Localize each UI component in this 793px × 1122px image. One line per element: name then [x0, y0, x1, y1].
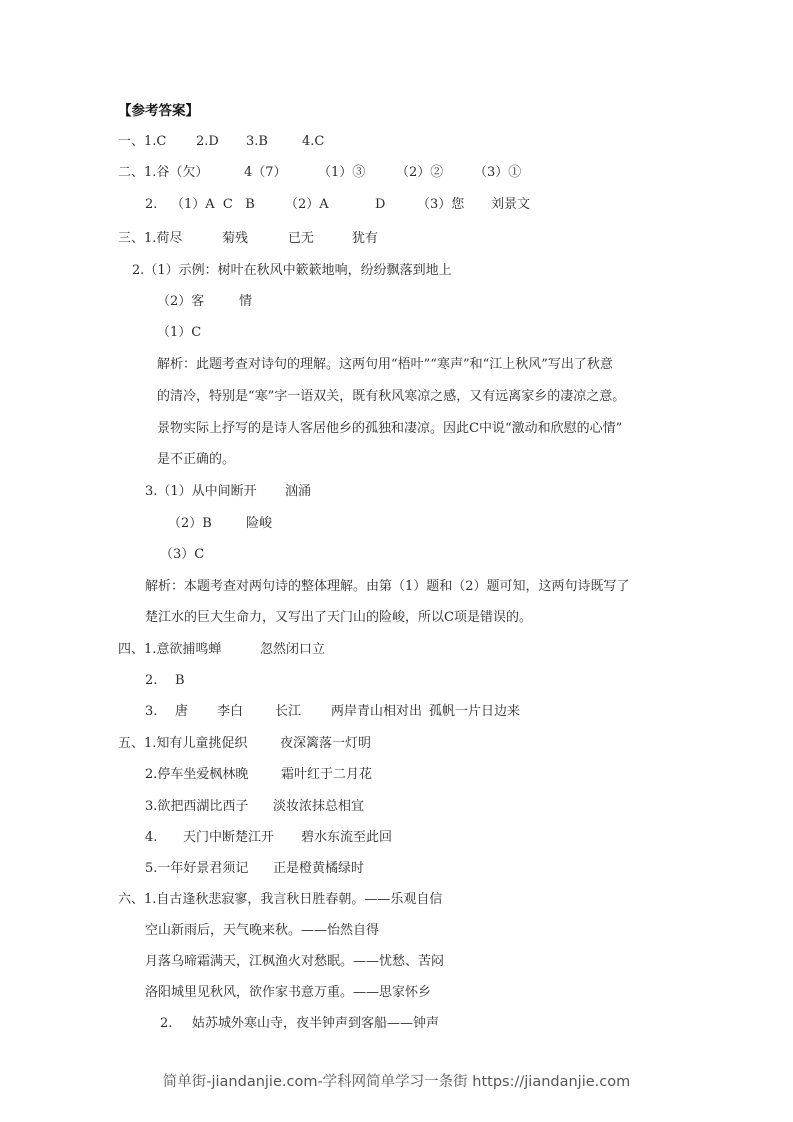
answer-segment: 三、1.荷尽: [118, 231, 183, 246]
answer-segment: 险峻: [246, 516, 273, 531]
answer-segment: 忽然闭口立: [260, 642, 326, 657]
answer-segment: 正是橙黄橘绿时: [273, 861, 365, 876]
answer-segment: （2）客: [157, 294, 205, 309]
answer-segment: 3.: [145, 704, 158, 719]
answer-segment: 孤帆一片日边来: [429, 704, 521, 719]
answer-segment: （3）C: [160, 547, 205, 562]
answer-segment: （1）A C B: [171, 197, 255, 212]
answer-segment: 2.（1）示例：树叶在秋风中簌簌地响，纷纷飘落到地上: [132, 263, 452, 278]
answer-segment: 李白: [217, 704, 244, 719]
answer-segment: 5.一年好景君须记: [145, 861, 249, 876]
answer-segment: D: [375, 197, 386, 212]
answer-segment: 犹有: [352, 231, 379, 246]
answer-segment: 姑苏城外寒山寺，夜半钟声到客船——钟声: [192, 1016, 440, 1031]
answer-segment: 2.D: [196, 134, 219, 149]
answer-segment: 刘景文: [491, 197, 531, 212]
answer-heading: 【参考答案】: [118, 103, 199, 119]
answer-segment: 2.: [145, 673, 158, 688]
answer-segment: 两岸青山相对出: [331, 704, 423, 719]
answer-segment: 情: [239, 294, 253, 309]
answer-segment: 洛阳城里见秋风，欲作家书意万重。——思家怀乡: [145, 985, 432, 1000]
answer-segment: 夜深篱落一灯明: [280, 736, 372, 751]
answer-segment: 空山新雨后，天气晚来秋。——怡然自得: [145, 923, 380, 938]
answer-segment: 3.B: [246, 134, 268, 149]
answer-segment: 的清冷，特别是“寒”字一语双关，既有秋风寒凉之感，又有远离家乡的凄凉之意。: [157, 389, 626, 404]
answer-segment: 2.: [145, 197, 158, 212]
answer-segment: 4.: [145, 830, 158, 845]
answer-segment: 楚江水的巨大生命力，又写出了天门山的险峻，所以C项是错误的。: [145, 610, 532, 625]
answer-segment: 汹涌: [285, 484, 312, 499]
answer-segment: 霜叶红于二月花: [281, 767, 373, 782]
answer-segment: 长江: [275, 704, 302, 719]
answer-segment: 是不正确的。: [157, 452, 236, 467]
answer-segment: 已无: [288, 231, 315, 246]
answer-segment: 月落乌啼霜满天，江枫渔火对愁眠。——忧愁、苦闷: [145, 954, 445, 969]
answer-segment: 菊残: [222, 231, 249, 246]
footer-watermark: 简单街-jiandanjie.com-学科网简单学习一条街 https://jiandanjie.com: [162, 1074, 631, 1090]
answer-segment: 3.（1）从中间断开: [145, 484, 257, 499]
answer-segment: （1）③: [318, 165, 366, 180]
answer-segment: 碧水东流至此回: [301, 830, 393, 845]
answer-segment: 五、1.知有儿童挑促织: [118, 736, 248, 751]
answer-segment: 4.C: [302, 134, 325, 149]
answer-segment: 唐: [175, 704, 189, 719]
answer-segment: B: [175, 673, 185, 688]
answer-segment: 4（7）: [244, 165, 287, 180]
answer-segment: 二、1.谷（欠）: [118, 165, 209, 180]
answer-segment: （3）您: [417, 197, 465, 212]
answer-segment: 四、1.意欲捕鸣蝉: [118, 642, 222, 657]
answer-segment: 解析：此题考查对诗句的理解。这两句用“梧叶”“寒声”和“江上秋风”写出了秋意: [157, 357, 613, 372]
answer-segment: 六、1.自古逢秋悲寂寥，我言秋日胜春朝。——乐观自信: [118, 892, 443, 907]
answer-segment: 景物实际上抒写的是诗人客居他乡的孤独和凄凉。因此C中说“激动和欣慰的心情”: [157, 421, 623, 436]
answer-segment: 解析：本题考查对两句诗的整体理解。由第（1）题和（2）题可知，这两句诗既写了: [145, 579, 630, 594]
answer-segment: 天门中断楚江开: [183, 830, 275, 845]
answer-segment: 3.欲把西湖比西子: [145, 799, 249, 814]
answer-segment: （2）A: [285, 197, 329, 212]
answer-segment: （2）②: [396, 165, 444, 180]
answer-segment: （3）①: [474, 165, 522, 180]
answer-segment: （2）B: [168, 516, 212, 531]
answer-segment: 2.停车坐爱枫林晚: [145, 767, 249, 782]
answer-segment: （1）C: [157, 325, 202, 340]
answer-segment: 淡妆浓抹总相宜: [273, 799, 365, 814]
answer-segment: 一、1.C: [118, 134, 167, 149]
answer-segment: 2.: [160, 1016, 173, 1031]
